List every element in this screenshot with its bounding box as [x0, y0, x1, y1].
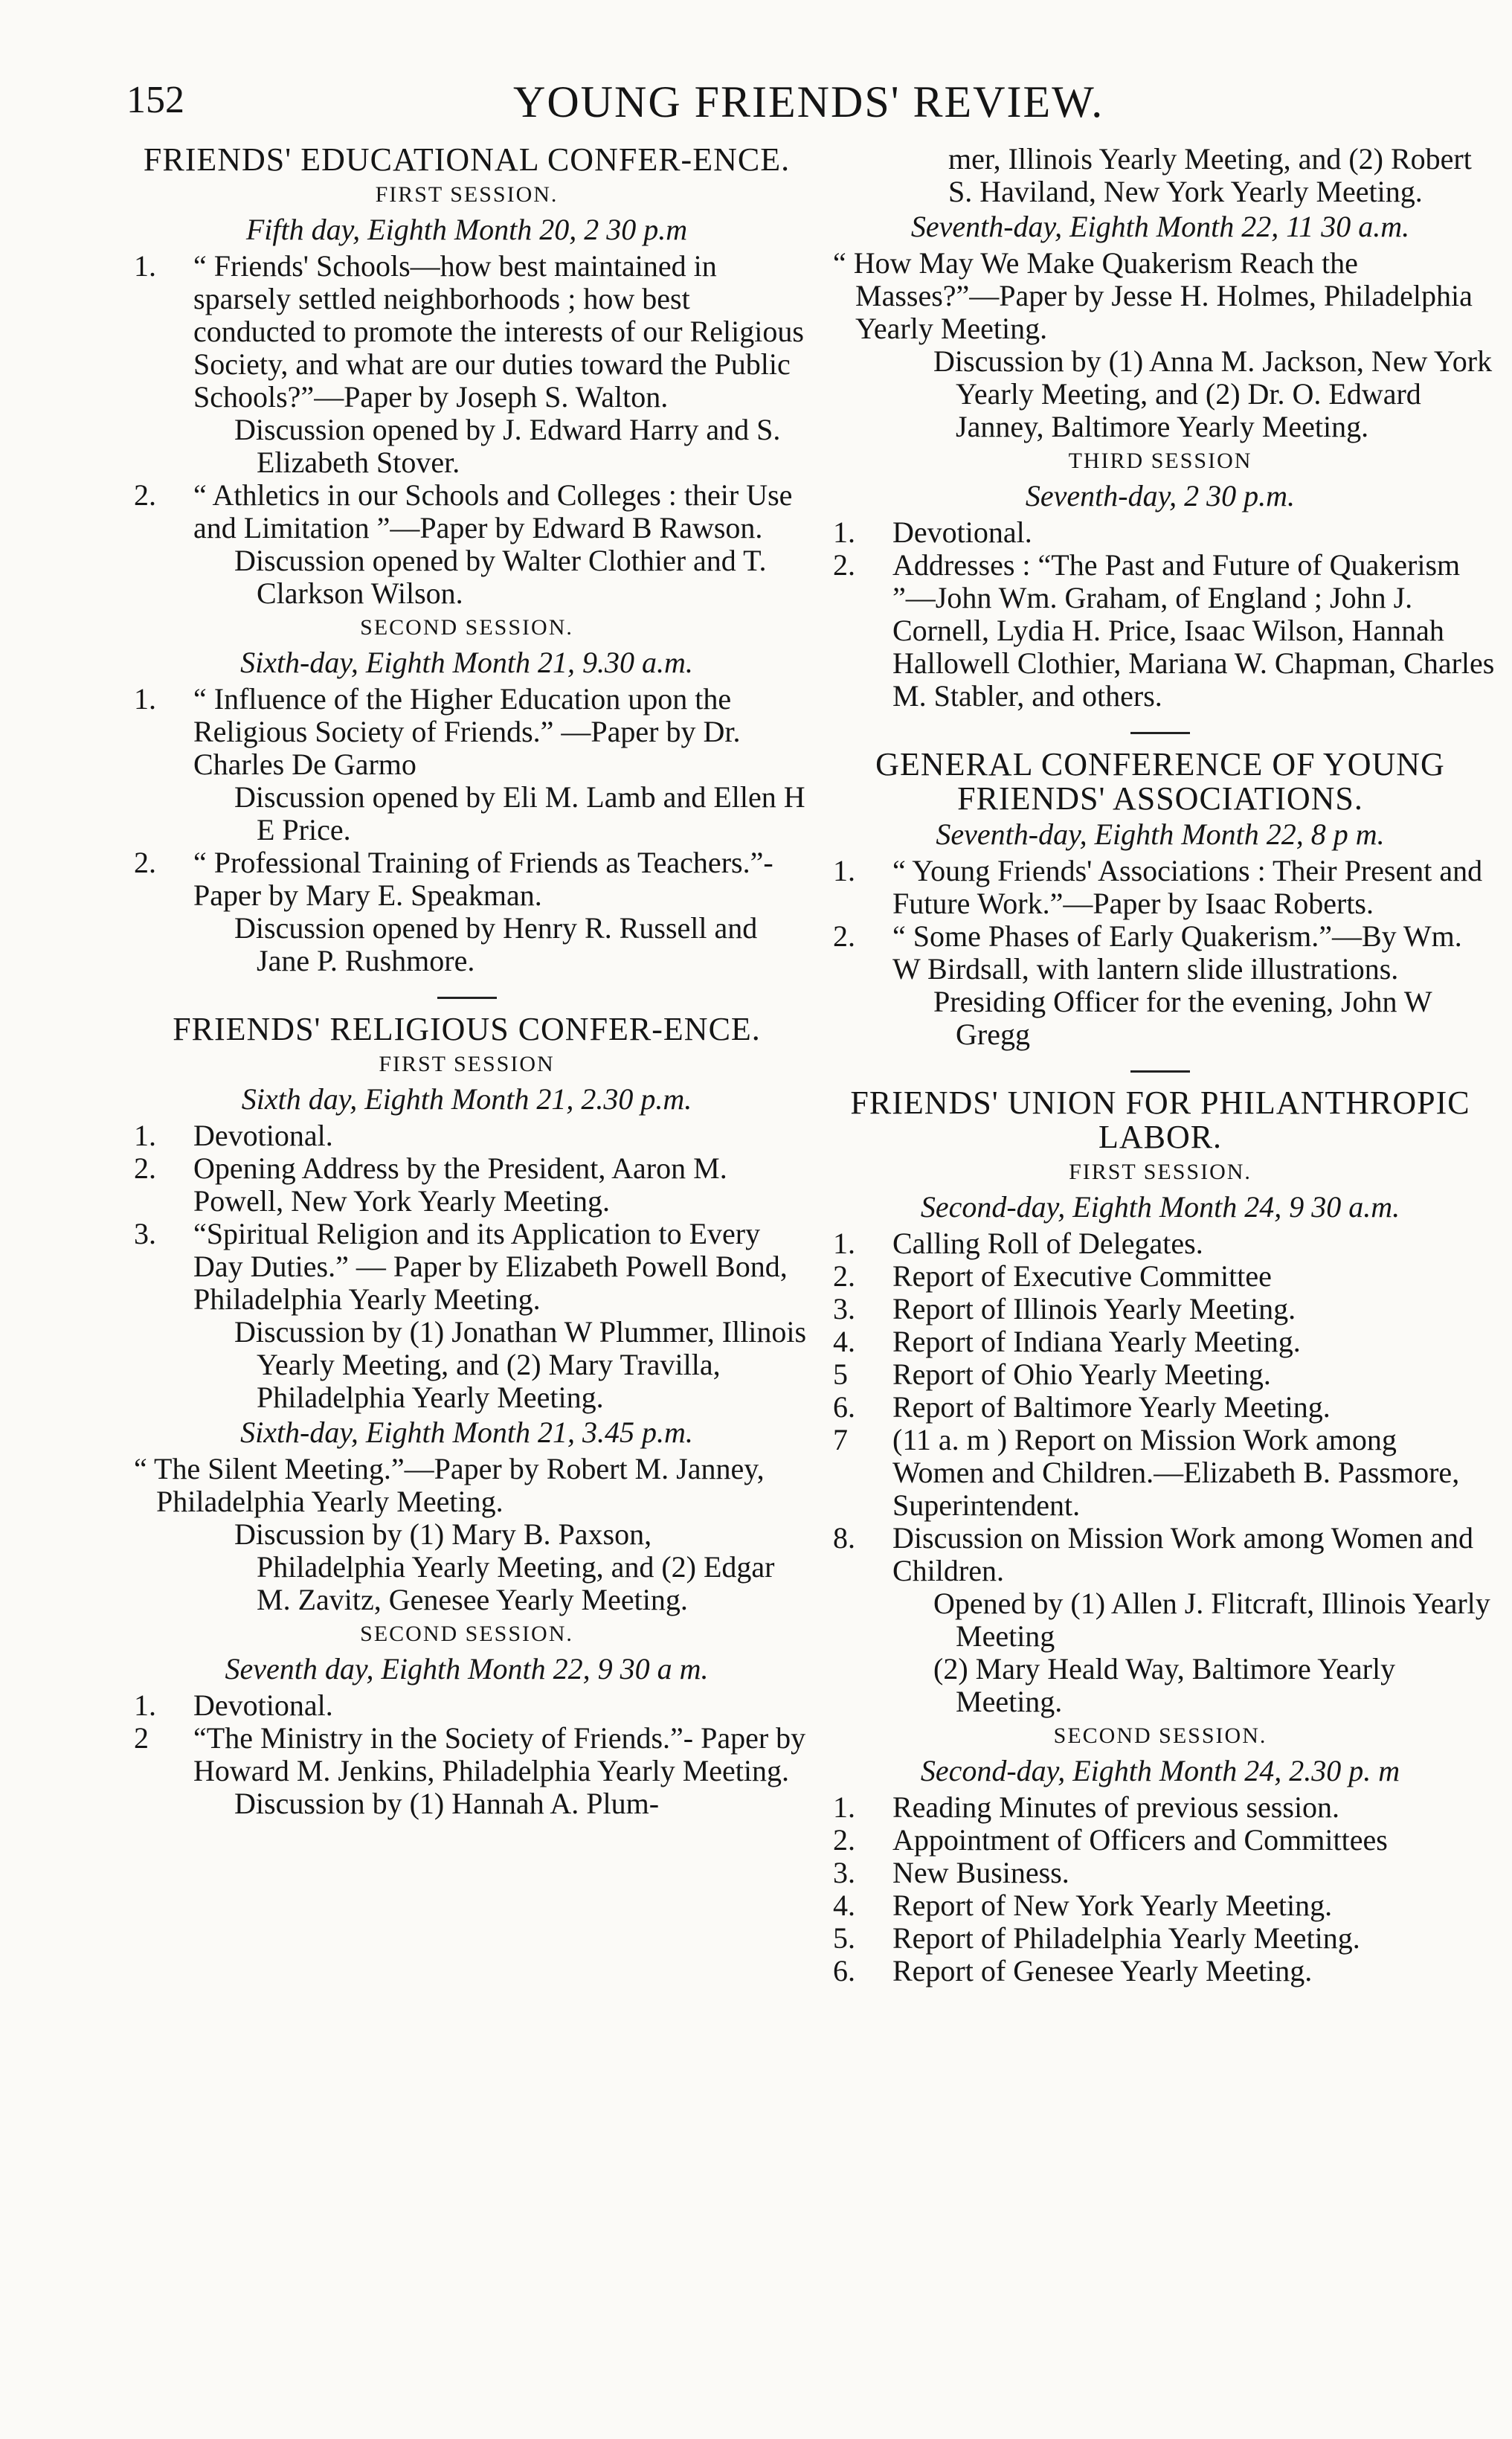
- item-number: 1.: [134, 682, 156, 716]
- session-date: Seventh-day, Eighth Month 22, 8 p m.: [936, 817, 1385, 851]
- item-text: (11 a. m ) Report on Mission Work among Women and Children.—Elizabeth B. Passmore, Superintendent.: [892, 1423, 1460, 1522]
- discussion-note: Discussion by (1) Mary B. Paxson, Philadelphia Yearly Meeting, and (2) Edgar M. Zavitz, Genesee Yearly Meeting.: [234, 1517, 775, 1616]
- item-number: 5: [833, 1357, 848, 1391]
- left-column: [126, 143, 807, 1820]
- discussion-note: Opened by (1) Allen J. Flitcraft, Illinois Yearly Meeting: [933, 1587, 1490, 1653]
- item-text: “Spiritual Religion and its Application to Every Day Duties.” — Paper by Elizabeth Powell Bond, Philadelphia Yearly Meeting.: [193, 1217, 788, 1316]
- item-text: Report of Executive Committee: [892, 1259, 1272, 1293]
- item-text: “ Friends' Schools—how best maintained in sparsely settled neighborhoods ; how best conducted to promote the interests of our Religious Society, and what are our duties toward the Public Schools?”—Paper by Joseph S. Walton.: [193, 249, 804, 414]
- section-rule: [1130, 732, 1190, 734]
- item-number: 2.: [833, 919, 855, 953]
- item-number: 2: [134, 1721, 149, 1755]
- session-label: FIRST SESSION.: [375, 182, 559, 207]
- item-number: 3.: [134, 1217, 156, 1250]
- session-date: Sixth-day, Eighth Month 21, 9.30 a.m.: [240, 646, 693, 679]
- item-text: “ Professional Training of Friends as Teachers.”- Paper by Mary E. Speakman.: [193, 846, 773, 912]
- program-item: [826, 855, 1495, 920]
- item-number: 1.: [134, 1119, 156, 1152]
- item-text: Report of Philadelphia Yearly Meeting.: [892, 1921, 1360, 1955]
- program-item: [826, 1325, 1495, 1358]
- item-number: 7: [833, 1423, 848, 1456]
- item-text: “The Ministry in the Society of Friends.”- Paper by Howard M. Jenkins, Philadelphia Yearly Meeting.: [193, 1721, 806, 1787]
- program-item: [826, 1889, 1495, 1922]
- item-text: Calling Roll of Delegates.: [892, 1227, 1203, 1260]
- discussion-note: Discussion opened by Henry R. Russell and Jane P. Rushmore.: [234, 911, 758, 977]
- item-text: Devotional.: [892, 515, 1032, 549]
- program-item: [826, 516, 1495, 549]
- session-date: Sixth-day, Eighth Month 21, 3.45 p.m.: [240, 1415, 693, 1449]
- session-label: SECOND SESSION.: [1053, 1723, 1267, 1748]
- program-item: [826, 1791, 1495, 1824]
- program-item: [126, 1152, 807, 1218]
- item-text: “ Some Phases of Early Quakerism.”—By Wm. W Birdsall, with lantern slide illustrations.: [892, 919, 1462, 986]
- session-date: Seventh-day, 2 30 p.m.: [1025, 479, 1296, 512]
- program-item: [126, 1119, 807, 1152]
- program-item: [126, 1218, 807, 1316]
- session-label: SECOND SESSION.: [360, 615, 573, 640]
- presiding-officer-note: Presiding Officer for the evening, John W Gregg: [933, 985, 1432, 1051]
- item-number: 2.: [134, 478, 156, 512]
- item-number: 1.: [134, 249, 156, 283]
- session-label: FIRST SESSION.: [1069, 1160, 1252, 1184]
- item-text: Report of New York Yearly Meeting.: [892, 1889, 1333, 1922]
- program-item: [826, 1522, 1495, 1587]
- discussion-note: Discussion by (1) Anna M. Jackson, New York Yearly Meeting, and (2) Dr. O. Edward Janney, Baltimore Yearly Meeting.: [933, 344, 1493, 443]
- session-date: Sixth day, Eighth Month 21, 2.30 p.m.: [241, 1082, 692, 1116]
- discussion-note: Discussion opened by Eli M. Lamb and Ellen H E Price.: [234, 780, 805, 846]
- discussion-note: Discussion by (1) Jonathan W Plummer, Illinois Yearly Meeting, and (2) Mary Travilla, Philadelphia Yearly Meeting.: [234, 1315, 807, 1414]
- program-item: [126, 683, 807, 781]
- program-item: [826, 1857, 1495, 1889]
- program-item: [126, 479, 807, 544]
- page-number: 152: [126, 79, 184, 121]
- discussion-note: (2) Mary Heald Way, Baltimore Yearly Meeting.: [933, 1652, 1396, 1718]
- program-paragraph: “ The Silent Meeting.”—Paper by Robert M. Janney, Philadelphia Yearly Meeting.: [134, 1452, 765, 1518]
- program-item: [826, 1955, 1495, 1987]
- session-date: Seventh day, Eighth Month 22, 9 30 a m.: [225, 1652, 709, 1686]
- item-text: Report of Indiana Yearly Meeting.: [892, 1325, 1301, 1358]
- right-column: [826, 143, 1495, 1987]
- item-text: Reading Minutes of previous session.: [892, 1790, 1340, 1824]
- item-number: 5.: [833, 1921, 855, 1955]
- item-text: Opening Address by the President, Aaron M. Powell, New York Yearly Meeting.: [193, 1151, 727, 1218]
- educational-conference-heading: FRIENDS' EDUCATIONAL CONFER-ENCE.: [143, 141, 791, 178]
- program-paragraph: “ How May We Make Quakerism Reach the Masses?”—Paper by Jesse H. Holmes, Philadelphia Yearly Meeting.: [833, 246, 1473, 345]
- item-number: 2.: [833, 1823, 855, 1857]
- item-number: 4.: [833, 1325, 855, 1358]
- item-text: “ Athletics in our Schools and Colleges : their Use and Limitation ”—Paper by Edward B Rawson.: [193, 478, 793, 544]
- general-conference-heading: GENERAL CONFERENCE OF YOUNG FRIENDS' ASSOCIATIONS.: [875, 746, 1445, 817]
- item-number: 2.: [833, 548, 855, 582]
- item-text: New Business.: [892, 1856, 1069, 1889]
- item-text: Report of Illinois Yearly Meeting.: [892, 1292, 1296, 1325]
- program-item: [826, 549, 1495, 713]
- item-number: 2.: [833, 1259, 855, 1293]
- item-number: 1.: [833, 1790, 855, 1824]
- philanthropic-union-heading: FRIENDS' UNION FOR PHILANTHROPIC LABOR.: [850, 1084, 1470, 1155]
- item-text: “ Influence of the Higher Education upon the Religious Society of Friends.” —Paper by Dr. Charles De Garmo: [193, 682, 741, 781]
- session-label: FIRST SESSION: [379, 1052, 555, 1076]
- item-number: 1.: [833, 515, 855, 549]
- item-number: 4.: [833, 1889, 855, 1922]
- item-text: Devotional.: [193, 1688, 333, 1722]
- program-item: [826, 1824, 1495, 1857]
- item-number: 1.: [833, 1227, 855, 1260]
- section-rule: [437, 997, 497, 999]
- item-text: Addresses : “The Past and Future of Quakerism ”—John Wm. Graham, of England ; John J. Cornell, Lydia H. Price, Isaac Wilson, Hannah Hallowell Clothier, Mariana W. Chapman, Charles M. Stabler, and others.: [892, 548, 1495, 713]
- program-item: [826, 1260, 1495, 1293]
- item-text: Report of Genesee Yearly Meeting.: [892, 1954, 1313, 1987]
- session-date: Fifth day, Eighth Month 20, 2 30 p.m: [245, 213, 688, 246]
- discussion-note: Discussion by (1) Hannah A. Plum-: [234, 1787, 660, 1820]
- program-item: [126, 1722, 807, 1787]
- session-label: SECOND SESSION.: [360, 1622, 573, 1646]
- program-item: [826, 1227, 1495, 1260]
- item-text: “ Young Friends' Associations : Their Present and Future Work.”—Paper by Isaac Roberts.: [892, 854, 1483, 920]
- program-item: [126, 250, 807, 414]
- program-item: [826, 1391, 1495, 1424]
- program-item: [826, 920, 1495, 986]
- item-text: Devotional.: [193, 1119, 333, 1152]
- item-number: 6.: [833, 1390, 855, 1424]
- program-item: [826, 1922, 1495, 1955]
- item-text: Report of Baltimore Yearly Meeting.: [892, 1390, 1331, 1424]
- item-text: Report of Ohio Yearly Meeting.: [892, 1357, 1271, 1391]
- item-number: 6.: [833, 1954, 855, 1987]
- item-number: 3.: [833, 1856, 855, 1889]
- item-number: 1.: [134, 1688, 156, 1722]
- continued-discussion: mer, Illinois Yearly Meeting, and (2) Robert S. Haviland, New York Yearly Meeting.: [948, 142, 1472, 208]
- discussion-note: Discussion opened by Walter Clothier and T. Clarkson Wilson.: [234, 544, 767, 610]
- item-number: 2.: [134, 846, 156, 879]
- item-number: 3.: [833, 1292, 855, 1325]
- item-text: Discussion on Mission Work among Women and Children.: [892, 1521, 1473, 1587]
- program-item: [826, 1424, 1495, 1522]
- program-item: [126, 1689, 807, 1722]
- item-number: 2.: [134, 1151, 156, 1185]
- running-title: YOUNG FRIENDS' REVIEW.: [513, 77, 1104, 126]
- discussion-note: Discussion opened by J. Edward Harry and S. Elizabeth Stover.: [234, 413, 781, 479]
- program-item: [826, 1293, 1495, 1325]
- session-date: Second-day, Eighth Month 24, 9 30 a.m.: [920, 1190, 1400, 1224]
- program-item: [826, 1358, 1495, 1391]
- section-rule: [1130, 1070, 1190, 1073]
- session-label: THIRD SESSION: [1068, 449, 1252, 473]
- religious-conference-heading: FRIENDS' RELIGIOUS CONFER-ENCE.: [173, 1011, 761, 1047]
- item-number: 1.: [833, 854, 855, 887]
- program-item: [126, 846, 807, 912]
- item-number: 8.: [833, 1521, 855, 1555]
- session-date: Second-day, Eighth Month 24, 2.30 p. m: [920, 1754, 1400, 1787]
- session-date: Seventh-day, Eighth Month 22, 11 30 a.m.: [910, 210, 1410, 243]
- item-text: Appointment of Officers and Committees: [892, 1823, 1388, 1857]
- running-head: [126, 71, 1487, 138]
